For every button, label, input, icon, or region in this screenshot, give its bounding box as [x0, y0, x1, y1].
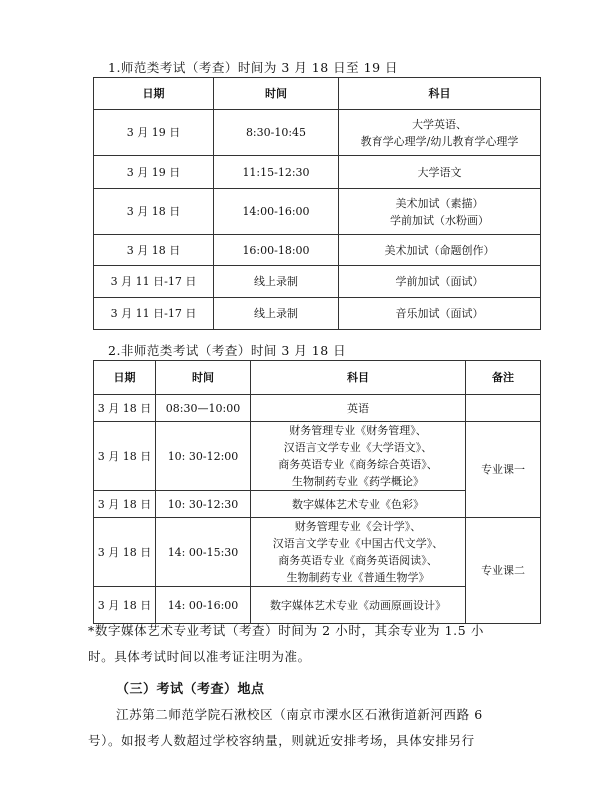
- subject-cell: [339, 266, 541, 298]
- subject-cell: [339, 235, 541, 266]
- subject-cell: [251, 491, 466, 518]
- table-row: [94, 235, 541, 266]
- footnote-line: *数字媒体艺术专业考试（考查）时间为 2 小时，其余专业为 1.5 小: [88, 623, 484, 638]
- subject-line: 生物制药专业《药学概论》: [292, 475, 424, 488]
- subject-cell: [339, 189, 541, 235]
- time-cell: 16:00-18:00: [214, 235, 339, 266]
- table-row: [94, 189, 541, 235]
- time-cell: 11:15-12:30: [214, 156, 339, 189]
- subject-cell: [339, 298, 541, 330]
- table-row: [94, 156, 541, 189]
- date-cell: 3 月 19 日: [94, 156, 214, 189]
- subject-cell: [339, 156, 541, 189]
- table-row: [94, 518, 541, 587]
- date-cell: 3 月 11 日-17 日: [94, 266, 214, 298]
- date-cell: 3 月 18 日: [94, 587, 156, 624]
- column-header: 日期: [94, 78, 214, 110]
- time-cell: 线上录制: [214, 298, 339, 330]
- table-row: [94, 298, 541, 330]
- non-teacher-exam-table: [93, 360, 541, 624]
- subject-line: 美术加试（素描）: [395, 196, 484, 210]
- subject-line: 商务英语专业《商务综合英语》、: [278, 458, 438, 471]
- location-paragraph: [88, 702, 558, 754]
- subject-cell: [251, 395, 466, 422]
- time-cell: 14: 00-15:30: [156, 518, 251, 587]
- subject-line: 汉语言文学专业《中国古代文学》、: [272, 537, 444, 550]
- column-header: 日期: [94, 361, 156, 395]
- table-row: [94, 266, 541, 298]
- date-cell: 3 月 11 日-17 日: [94, 298, 214, 330]
- column-header: 科目: [339, 78, 541, 110]
- date-cell: 3 月 18 日: [94, 189, 214, 235]
- column-header: 科目: [251, 361, 466, 395]
- subject-line: 教育学心理学/幼儿教育学心理学: [360, 134, 519, 148]
- date-cell: 3 月 18 日: [94, 491, 156, 518]
- note-cell: 专业课二: [466, 518, 541, 624]
- table-header-row: [94, 78, 541, 110]
- subject-line: 美术加试（命题创作）: [384, 243, 495, 257]
- teacher-exam-table: [93, 77, 541, 330]
- footnote-line: 时。具体考试时间以准考证注明为准。: [88, 649, 311, 664]
- date-cell: 3 月 18 日: [94, 395, 156, 422]
- subject-line: 财务管理专业《会计学》、: [294, 520, 422, 533]
- date-cell: 3 月 19 日: [94, 110, 214, 156]
- subject-line: 大学语文: [417, 165, 462, 179]
- time-cell: 8:30-10:45: [214, 110, 339, 156]
- date-cell: 3 月 18 日: [94, 235, 214, 266]
- subject-line: 学前加试（水粉画）: [390, 213, 489, 227]
- table-row: [94, 395, 541, 422]
- subject-line: 生物制药专业《普通生物学》: [286, 571, 430, 584]
- subject-cell: [339, 110, 541, 156]
- table-header-row: [94, 361, 541, 395]
- subject-line: 汉语言文学专业《大学语文》、: [283, 441, 433, 454]
- subject-cell: [251, 422, 466, 491]
- section1-heading: 1.师范类考试（考查）时间为 3 月 18 日至 19 日: [108, 60, 399, 75]
- time-cell: 14:00-16:00: [214, 189, 339, 235]
- location-line: 江苏第二师范学院石湫校区（南京市溧水区石湫街道新河西路 6: [116, 707, 483, 722]
- date-cell: 3 月 18 日: [94, 422, 156, 491]
- subject-cell: [251, 518, 466, 587]
- column-header: 时间: [156, 361, 251, 395]
- time-cell: 线上录制: [214, 266, 339, 298]
- column-header: 时间: [214, 78, 339, 110]
- note-cell: 专业课一: [466, 422, 541, 518]
- section3-heading: （三）考试（考查）地点: [116, 682, 265, 697]
- subject-line: 英语: [347, 401, 369, 415]
- subject-line: 商务英语专业《商务英语阅读》、: [278, 554, 438, 567]
- subject-line: 数字媒体艺术专业《色彩》: [292, 497, 424, 511]
- note-cell: [466, 395, 541, 422]
- location-line: 号）。如报考人数超过学校容纳量，则就近安排考场，具体安排另行: [88, 733, 475, 748]
- footnote: [88, 618, 558, 670]
- time-cell: 14: 00-16:00: [156, 587, 251, 624]
- time-cell: 10: 30-12:00: [156, 422, 251, 491]
- section2-heading: 2.非师范类考试（考查）时间 3 月 18 日: [108, 343, 347, 358]
- time-cell: 10: 30-12:30: [156, 491, 251, 518]
- column-header: 备注: [466, 361, 541, 395]
- date-cell: 3 月 18 日: [94, 518, 156, 587]
- subject-line: 大学英语、: [412, 117, 467, 131]
- subject-line: 学前加试（面试）: [395, 275, 484, 288]
- table-row: [94, 110, 541, 156]
- subject-line: 数字媒体艺术专业《动画原画设计》: [270, 598, 446, 612]
- subject-line: 音乐加试（面试）: [395, 307, 484, 320]
- subject-line: 财务管理专业《财务管理》、: [289, 424, 427, 437]
- time-cell: 08:30—10:00: [156, 395, 251, 422]
- table-row: [94, 422, 541, 491]
